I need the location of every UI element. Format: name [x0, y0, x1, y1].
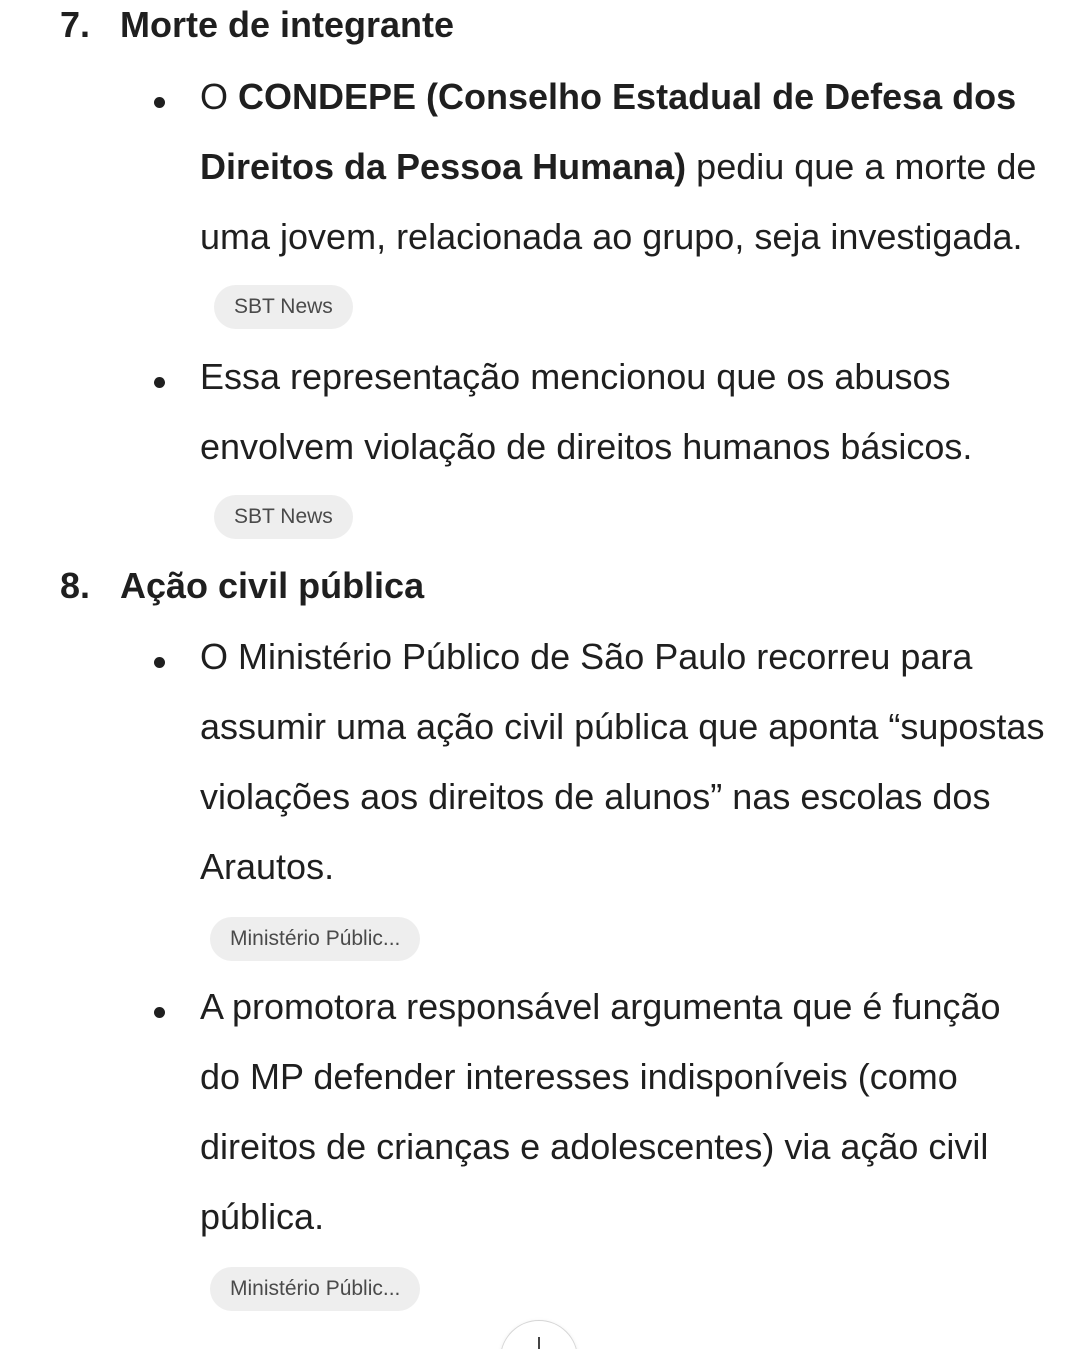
list-item	[200, 622, 1045, 902]
section-7-number: 7.	[60, 4, 91, 45]
section-8-number: 8.	[60, 565, 91, 606]
bullet-text: Essa representação mencionou que os abusos envolvem violação de direitos humanos básicos.	[200, 356, 973, 467]
list-item	[200, 62, 1045, 342]
arrow-down-icon	[538, 1337, 540, 1349]
source-chip-sbt-news[interactable]: SBT News	[214, 495, 353, 539]
source-chip-ministerio-publico[interactable]: Ministério Públic...	[210, 1267, 420, 1311]
list-item	[200, 972, 1045, 1252]
bullet-dot	[154, 377, 165, 388]
source-chip-ministerio-publico[interactable]: Ministério Públic...	[210, 917, 420, 961]
bullet-bold-text: CONDEPE (Conselho Estadual de Defesa dos Direitos da Pessoa Humana)	[200, 76, 1017, 187]
list-item	[200, 342, 1045, 552]
source-chip-sbt-news[interactable]: SBT News	[214, 285, 353, 329]
section-7-title: Morte de integrante	[120, 4, 455, 45]
bullet-prefix: O	[200, 76, 239, 117]
scroll-down-button[interactable]	[500, 1320, 578, 1349]
bullet-dot	[154, 657, 165, 668]
bullet-text: O Ministério Público de São Paulo recorreu para assumir uma ação civil pública que aponta “supostas violações aos direitos de alunos” nas escolas dos Arautos.	[200, 636, 1045, 887]
bullet-text: pediu que a morte de uma jovem, relacionada ao grupo, seja investigada.	[200, 146, 1037, 257]
bullet-text: A promotora responsável argumenta que é função do MP defender interesses indisponíveis (como direitos de crianças e adolescentes) via ação civil pública.	[200, 986, 1001, 1237]
section-8-title: Ação civil pública	[120, 565, 425, 606]
bullet-dot	[154, 97, 165, 108]
bullet-dot	[154, 1007, 165, 1018]
